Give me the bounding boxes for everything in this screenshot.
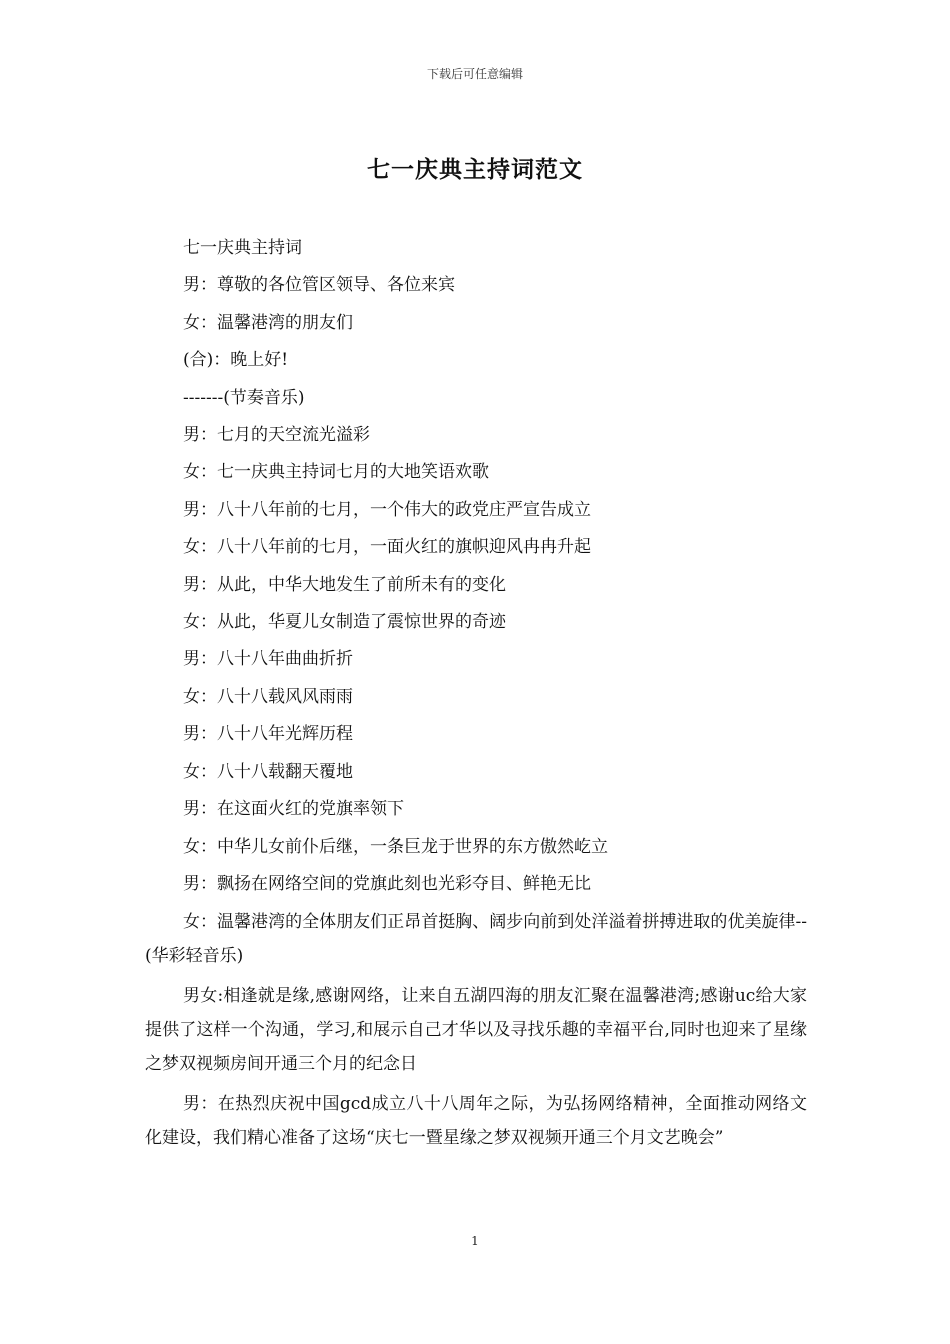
- body-line: 男：七月的天空流光溢彩: [183, 425, 370, 446]
- body-paragraph: 女：温馨港湾的全体朋友们正昂首挺胸、阔步向前到处洋溢着拼搏进取的优美旋律--(华彩轻音乐): [145, 912, 807, 967]
- body-line: 女：从此，华夏儿女制造了震惊世界的奇迹: [183, 612, 506, 633]
- body-line: 男：飘扬在网络空间的党旗此刻也光彩夺目、鲜艳无比: [183, 873, 591, 894]
- body-line: 男：在这面火红的党旗率领下: [183, 799, 404, 820]
- body-paragraph: 男女:相逢就是缘,感谢网络，让来自五湖四海的朋友汇聚在温馨港湾;感谢uc给大家提供了这样一个沟通，学习,和展示自己才华以及寻找乐趣的幸福平台,同时也迎来了星缘之梦双视频房间开通三个月的纪念日: [145, 986, 807, 1075]
- body-line: 女：中华儿女前仆后继，一条巨龙于世界的东方傲然屹立: [183, 836, 608, 857]
- page-number: 1: [471, 1234, 479, 1248]
- document-title: 七一庆典主持词范文: [367, 156, 583, 183]
- body-line: 男：尊敬的各位管区领导、各位来宾: [183, 275, 455, 296]
- body-line: 男：八十八年曲曲折折: [183, 649, 353, 670]
- body-line: 男：八十八年前的七月，一个伟大的政党庄严宣告成立: [183, 499, 591, 520]
- body-line: 男：从此，中华大地发生了前所未有的变化: [183, 574, 506, 595]
- body-line: (合)：晚上好!: [183, 350, 289, 371]
- body-line: 女：八十八载翻天覆地: [183, 761, 353, 782]
- body-line: 女：温馨港湾的朋友们: [183, 312, 353, 333]
- body-line: 女：八十八载风风雨雨: [183, 686, 353, 707]
- body-line: 女：八十八年前的七月，一面火红的旗帜迎风冉冉升起: [183, 537, 591, 558]
- body-line: 七一庆典主持词: [183, 238, 302, 258]
- body-paragraph: 男：在热烈庆祝中国gcd成立八十八周年之际，为弘扬网络精神，全面推动网络文化建设，我们精心准备了这场“庆七一暨星缘之梦双视频开通三个月文艺晚会”: [145, 1094, 807, 1149]
- page-header: 下载后可任意编辑: [426, 67, 523, 81]
- body-line: 女：七一庆典主持词七月的大地笑语欢歌: [183, 462, 489, 483]
- document-body: [145, 230, 807, 1158]
- body-line: 男：八十八年光辉历程: [183, 724, 353, 745]
- body-line: -------(节奏音乐): [183, 387, 305, 408]
